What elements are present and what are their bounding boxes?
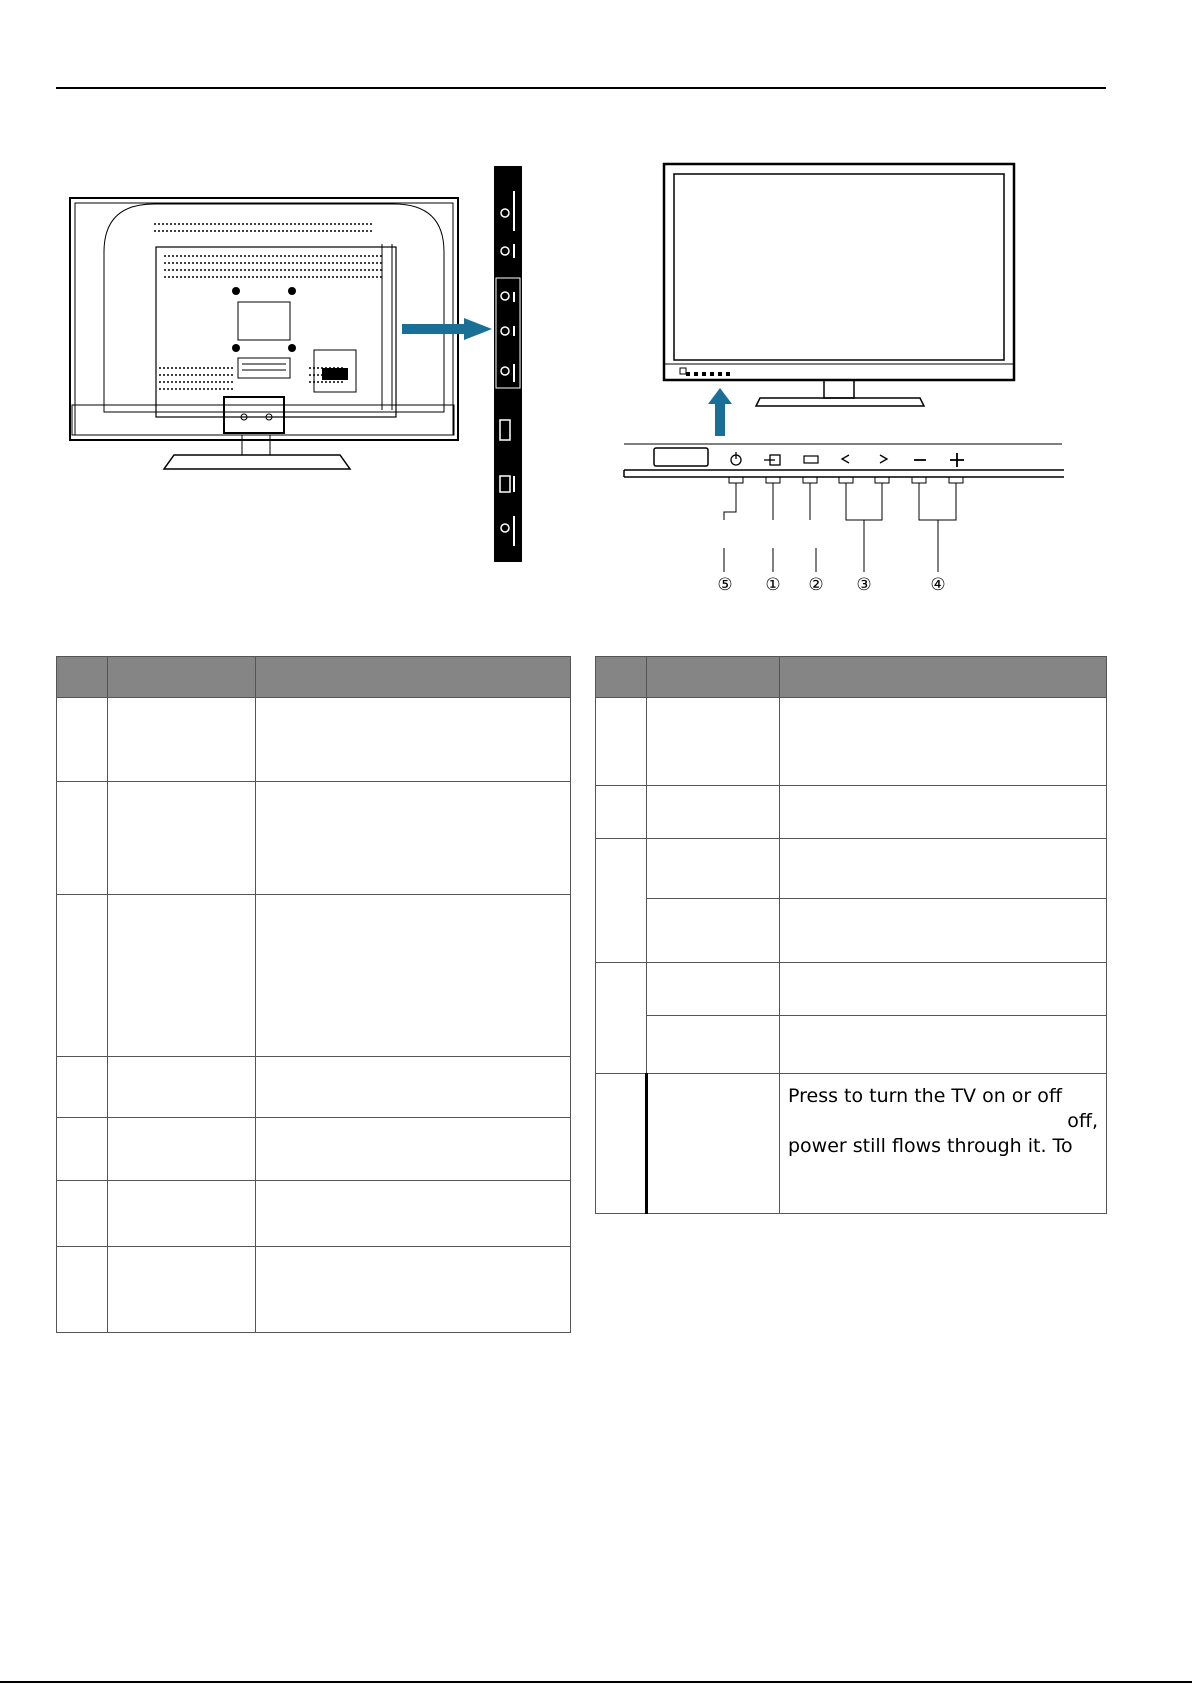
callout-3: ③ [856, 575, 872, 595]
volume-up-icon [950, 453, 964, 467]
header-cell-item [647, 657, 780, 698]
menu-icon [804, 456, 818, 463]
power-icon [731, 452, 741, 465]
side-port-strip [494, 166, 522, 562]
table-row [57, 1057, 571, 1118]
table-header-row [57, 657, 571, 698]
front-buttons-table [595, 656, 1107, 1214]
table-row [596, 963, 1107, 1016]
table-header-row [596, 657, 1107, 698]
arrow-to-port-strip [402, 318, 492, 340]
table-row [57, 895, 571, 1057]
control-panel-closeup [618, 440, 1064, 600]
header-cell-number [596, 657, 647, 698]
header-cell-description [256, 657, 571, 698]
callout-1: ① [765, 575, 781, 595]
callout-2: ② [808, 575, 824, 595]
top-rule [56, 87, 1106, 89]
table-row [57, 1118, 571, 1181]
channel-up-icon [880, 455, 887, 463]
table-row [596, 899, 1107, 963]
tv-front-view-illustration [620, 158, 1100, 418]
table-row [596, 1016, 1107, 1074]
header-cell-description [780, 657, 1107, 698]
table-row [57, 698, 571, 782]
bottom-rule [0, 1681, 1192, 1683]
table-row [57, 1247, 571, 1333]
table-row [596, 786, 1107, 839]
table-row [57, 782, 571, 895]
callout-4: ④ [930, 575, 946, 595]
rear-connectors-table [56, 656, 571, 1333]
table-row [57, 1181, 571, 1247]
power-button-description: Press to turn the TV on or off off, power still flows through it. To [788, 1085, 1098, 1157]
callout-5: ⑤ [717, 575, 733, 595]
arrow-to-control-panel [708, 388, 732, 436]
header-cell-item [108, 657, 256, 698]
channel-down-icon [842, 455, 849, 463]
table-row [596, 698, 1107, 786]
table-row [596, 839, 1107, 899]
header-cell-number [57, 657, 108, 698]
table-row [596, 1074, 1107, 1214]
input-source-icon [764, 455, 780, 465]
